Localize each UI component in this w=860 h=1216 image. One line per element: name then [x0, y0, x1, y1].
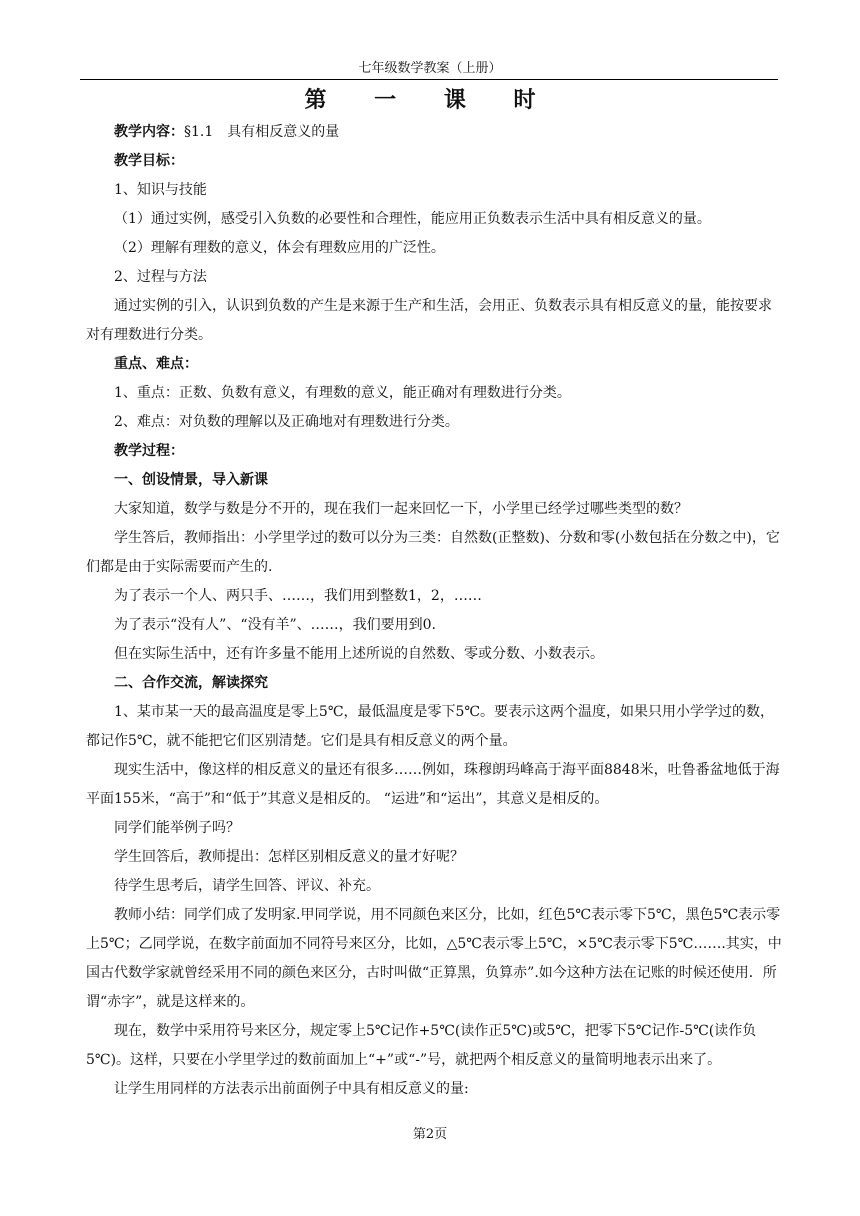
paragraph: [114, 118, 782, 147]
page-number: 第2页: [412, 1127, 448, 1142]
paragraph: 1、知识与技能: [114, 182, 207, 198]
section-heading: 重点、难点：: [114, 356, 198, 372]
field-label: 教学内容：: [114, 124, 184, 140]
paragraph: （2）理解有理数的意义，体会有理数应用的广泛性。: [114, 240, 445, 256]
page-header: 七年级数学教案（上册）: [358, 61, 502, 76]
field-value: §1.1 具有相反意义的量: [184, 124, 340, 140]
paragraph: 2、难点：对负数的理解以及正确地对有理数进行分类。: [114, 414, 459, 430]
paragraph: 学生回答后，教师提出：怎样区别相反意义的量才好呢？: [114, 849, 464, 865]
lesson-body: [86, 118, 782, 1104]
paragraph: 为了表示一个人、两只手、……，我们用到整数1，2，……: [114, 588, 482, 604]
paragraph: 教师小结：同学们成了发明家.甲同学说，用不同颜色来区分，比如，红色5℃表示零下5℃，黑色5℃表示零上5℃；乙同学说，在数字前面加不同符号来区分，比如，△5℃表示零上5℃，×5℃表示零下5℃…….其实，中国古代数学家就曾经采用不同的颜色来区分，古时叫做“正算黑，负算赤”.如今这种方法在记账的时候还使用．所谓“赤字”，就是这样来的。: [86, 907, 782, 1010]
section-heading: 教学目标：: [114, 153, 184, 169]
paragraph: 为了表示“没有人”、“没有羊”、……，我们要用到0.: [114, 617, 436, 633]
lesson-title: 第 一 课 时: [304, 87, 556, 113]
paragraph: 1、重点：正数、负数有意义，有理数的意义，能正确对有理数进行分类。: [114, 385, 571, 401]
header-rule: [80, 79, 778, 80]
paragraph: 现实生活中，像这样的相反意义的量还有很多……例如，珠穆朗玛峰高于海平面8848米，吐鲁番盆地低于海平面155米，“高于”和“低于”其意义是相反的。 “运进”和“运出”，其意义是相反的。: [86, 762, 780, 807]
paragraph: 同学们能举例子吗？: [114, 820, 240, 836]
paragraph: 待学生思考后，请学生回答、评议、补充。: [114, 878, 380, 894]
paragraph: 但在实际生活中，还有许多量不能用上述所说的自然数、零或分数、小数表示。: [114, 646, 604, 662]
paragraph: 2、过程与方法: [114, 269, 207, 285]
paragraph: 学生答后，教师指出：小学里学过的数可以分为三类：自然数(正整数)、分数和零(小数包括在分数之中)，它们都是由于实际需要而产生的.: [86, 530, 780, 575]
paragraph: 1、某市某一天的最高温度是零上5℃，最低温度是零下5℃。要表示这两个温度，如果只用小学学过的数，都记作5℃，就不能把它们区别清楚。它们是具有相反意义的两个量。: [86, 704, 775, 749]
section-heading: 教学过程：: [114, 443, 184, 459]
paragraph: 让学生用同样的方法表示出前面例子中具有相反意义的量:: [114, 1081, 469, 1097]
section-heading: 一、创设情景，导入新课: [114, 472, 268, 488]
paragraph: 通过实例的引入，认识到负数的产生是来源于生产和生活，会用正、负数表示具有相反意义的量，能按要求对有理数进行分类。: [86, 298, 772, 343]
section-heading: 二、合作交流，解读探究: [114, 675, 268, 691]
paragraph: 大家知道，数学与数是分不开的，现在我们一起来回忆一下，小学里已经学过哪些类型的数？: [114, 501, 688, 517]
paragraph: 现在，数学中采用符号来区分，规定零上5℃记作+5℃(读作正5℃)或5℃，把零下5℃记作-5℃(读作负5℃)。这样，只要在小学里学过的数前面加上“+”或“-”号，就把两个相反意义的量简明地表示出来了。: [86, 1023, 757, 1068]
paragraph: （1）通过实例，感受引入负数的必要性和合理性，能应用正负数表示生活中具有相反意义的量。: [114, 211, 711, 227]
